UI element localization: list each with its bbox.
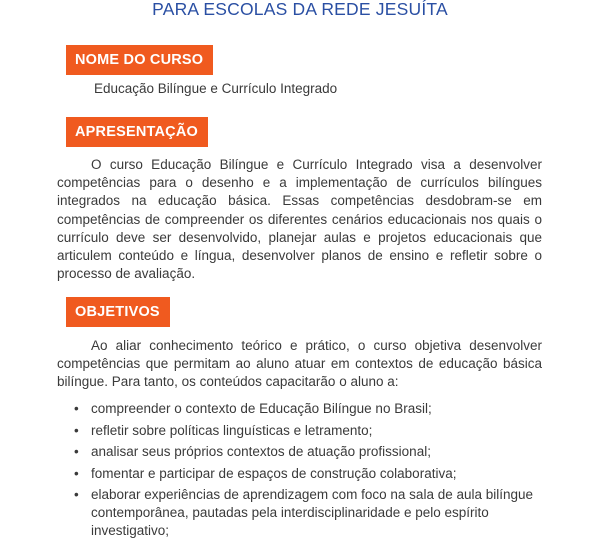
section-heading-objectives: OBJETIVOS — [66, 297, 170, 327]
list-item — [57, 443, 537, 461]
objectives-list — [57, 400, 537, 544]
objectives-intro-paragraph: Ao aliar conhecimento teórico e prático, o curso objetiva desenvolver competências que permitam ao aluno atuar em contextos de educação básica bilíngue. Para tanto, os conteúdos capacitarão o aluno a: — [57, 338, 542, 390]
bullet-icon: • — [74, 465, 79, 481]
bullet-icon: • — [74, 444, 79, 459]
list-item-text: analisar seus próprios contextos de atuação profissional; — [91, 444, 431, 459]
list-item-text: compreender o contexto de Educação Bilíngue no Brasil; — [91, 401, 432, 416]
bullet-icon: • — [74, 487, 79, 502]
list-item — [57, 465, 537, 483]
list-item — [57, 422, 537, 440]
section-heading-presentation: APRESENTAÇÃO — [66, 117, 208, 147]
bullet-icon: • — [74, 401, 79, 416]
list-item-text: refletir sobre políticas linguísticas e letramento; — [91, 422, 373, 438]
list-item-text: elaborar experiências de aprendizagem com foco na sala de aula bilíngue contemporânea, pautadas pela interdisciplinaridade e pelo espírito investigativo; — [91, 487, 534, 539]
page-header: PARA ESCOLAS DA REDE JESUÍTA — [152, 0, 448, 19]
bullet-icon: • — [74, 422, 79, 438]
course-name-value: Educação Bilíngue e Currículo Integrado — [94, 81, 338, 96]
list-item — [57, 486, 537, 541]
presentation-paragraph: O curso Educação Bilíngue e Currículo Integrado visa a desenvolver competências para o desenho e a implementação de currículos bilíngues integrados na educação básica. Essas competências desdobram-se em competências de compreender os diferentes cenários educacionais nos quais o currículo deve ser desenvolvido, planejar aulas e projetos educacionais que articulem conteúdo e língua, desenvolver planos de ensino e refletir sobre o processo de avaliação. — [57, 157, 542, 282]
list-item — [57, 400, 537, 418]
list-item-text: fomentar e participar de espaços de construção colaborativa; — [91, 465, 457, 481]
section-heading-course-name: NOME DO CURSO — [66, 45, 213, 75]
